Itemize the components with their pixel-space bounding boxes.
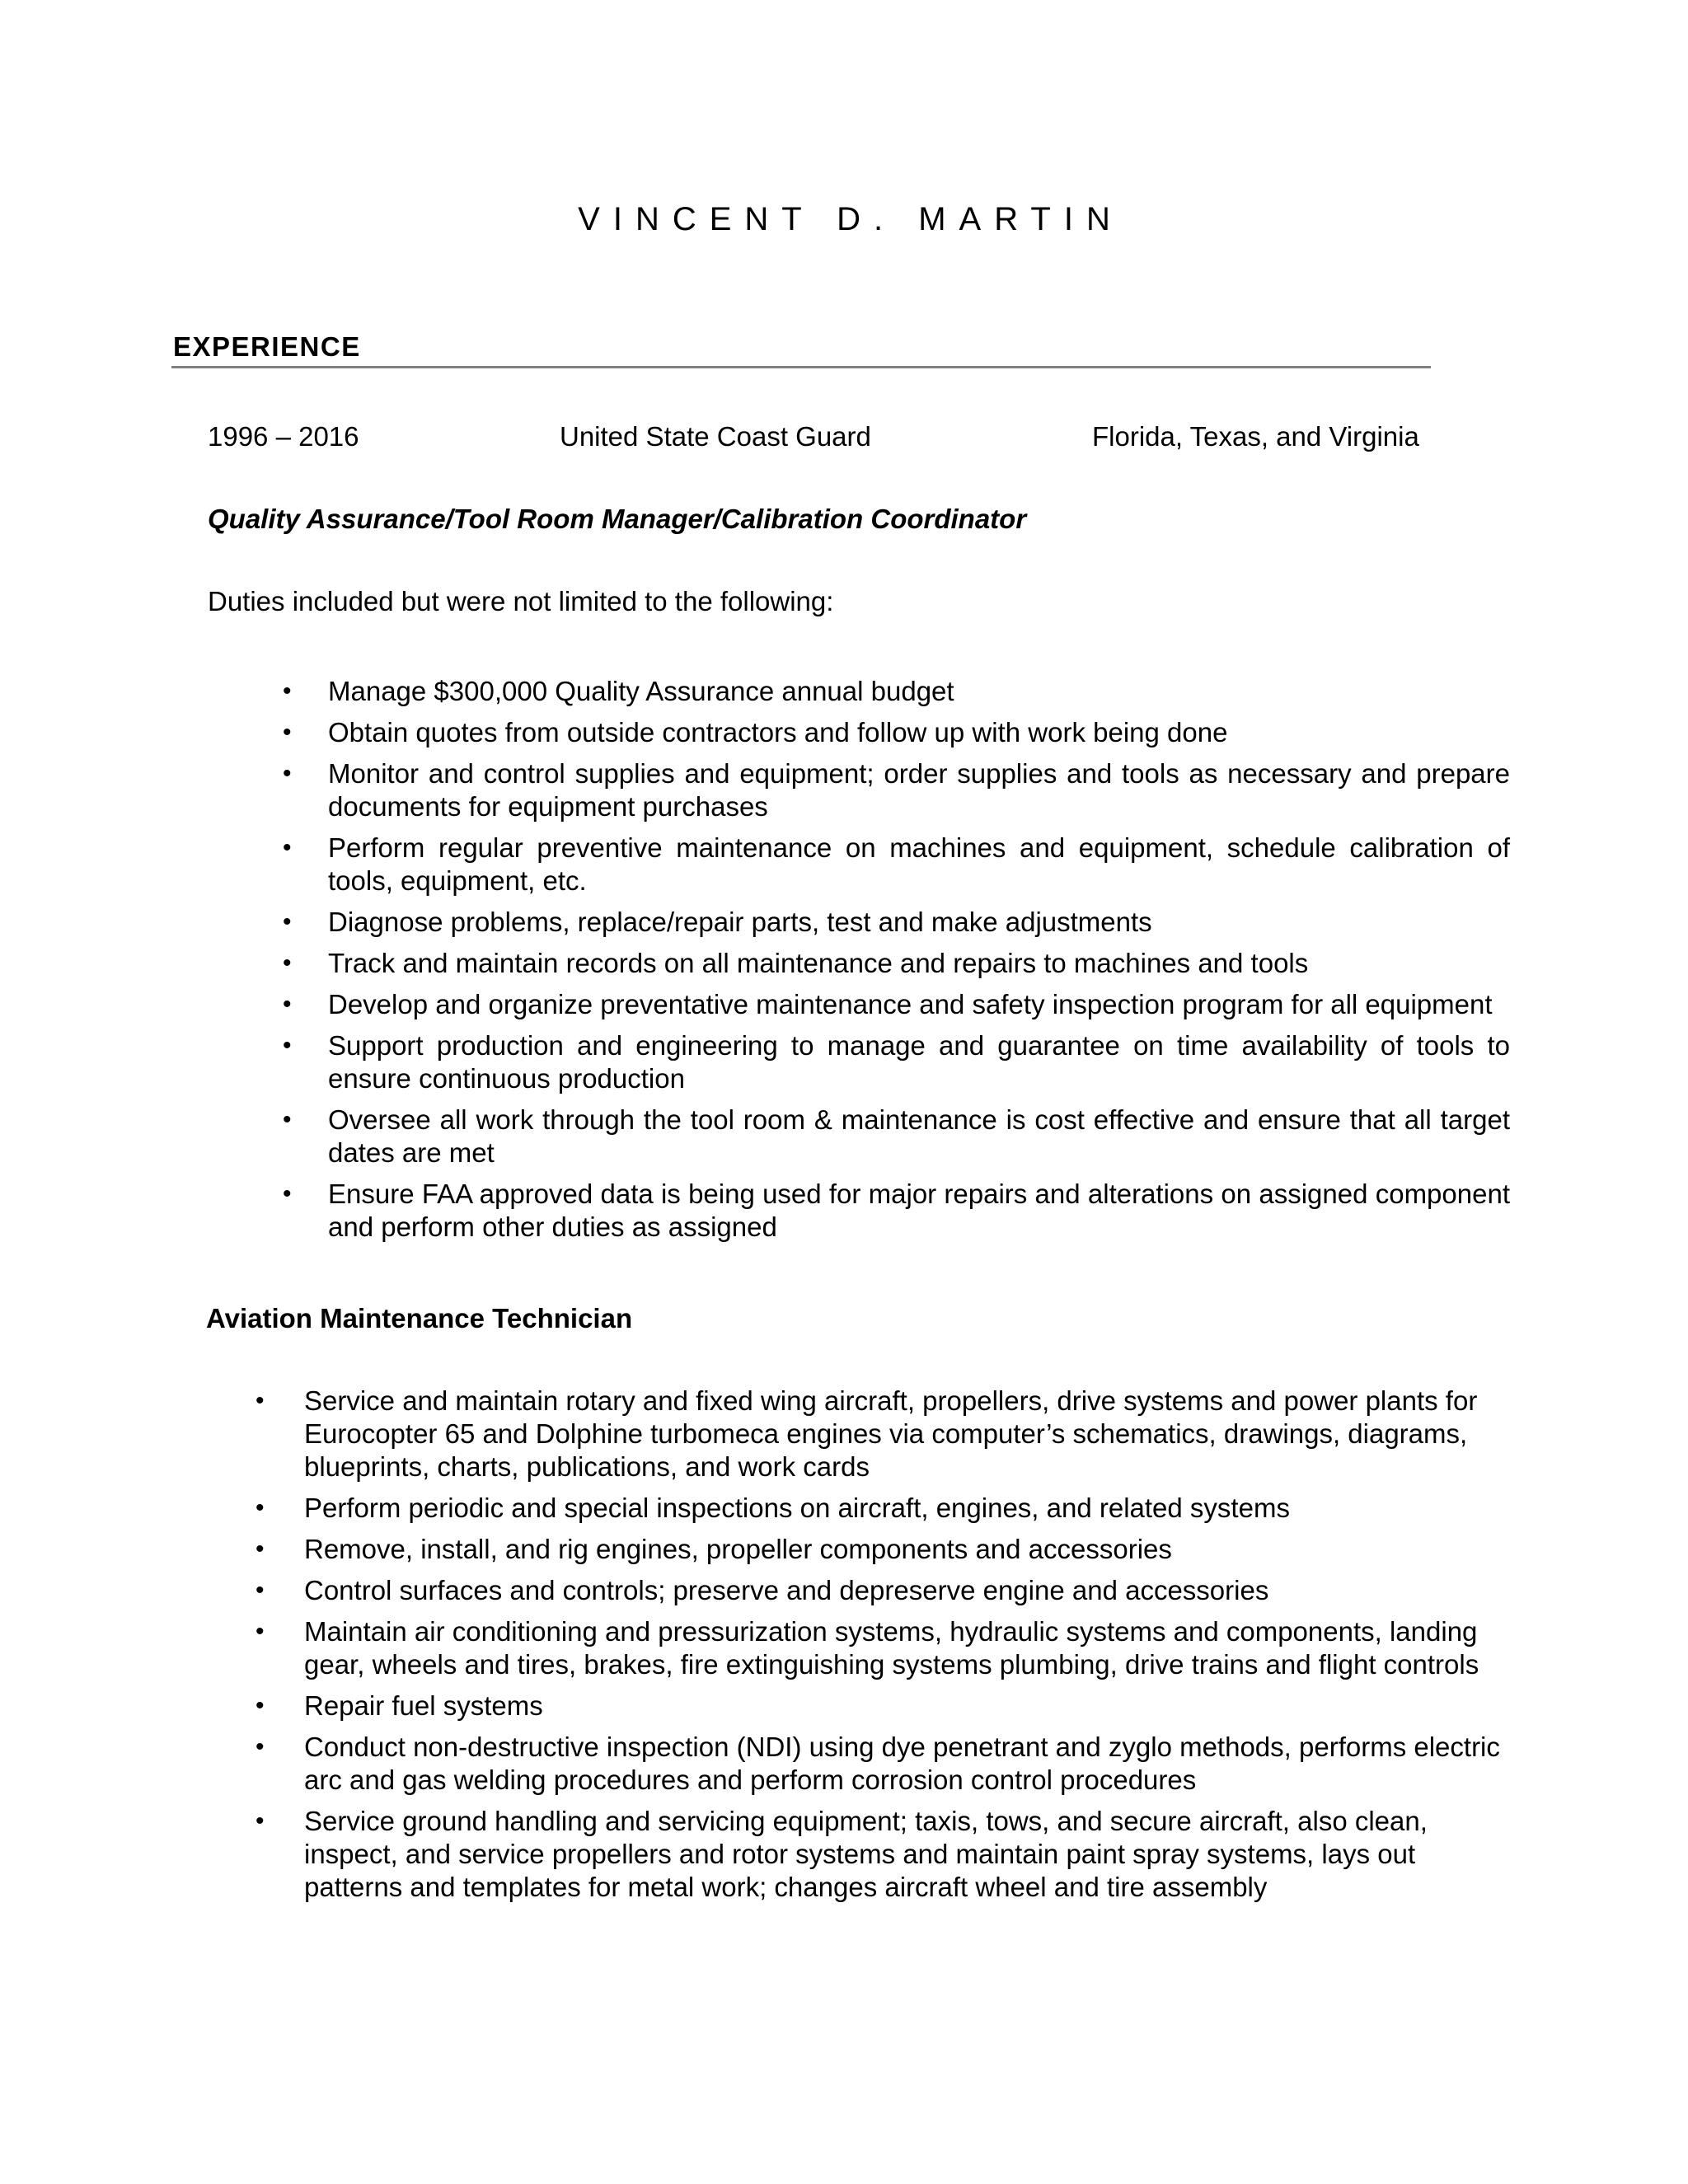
list-item: • Perform regular preventive maintenance on machines and equipment, schedule calibration of tools, equipment, etc. [328, 832, 1510, 898]
list-item: • Control surfaces and controls; preserve and depreserve engine and accessories [304, 1574, 1510, 1607]
experience-heading: EXPERIENCE [173, 331, 361, 362]
list-item: • Monitor and control supplies and equipment; order supplies and tools as necessary and prepare documents for equipment purchases [328, 757, 1510, 823]
list-item: • Perform periodic and special inspections on aircraft, engines, and related systems [304, 1492, 1510, 1525]
list-item: • Develop and organize preventative maintenance and safety inspection program for all equipment [328, 988, 1510, 1021]
list-item: • Diagnose problems, replace/repair parts, test and make adjustments [328, 906, 1510, 939]
duties-intro: Duties included but were not limited to the following: [208, 586, 834, 616]
list-item: • Manage $300,000 Quality Assurance annual budget [328, 675, 1510, 708]
duties-list-quality-assurance [328, 675, 1510, 1252]
list-item: • Remove, install, and rig engines, propeller components and accessories [304, 1533, 1510, 1566]
list-item: • Repair fuel systems [304, 1690, 1510, 1722]
job-employer: United State Coast Guard [560, 421, 871, 452]
duties-list-aviation-technician [304, 1385, 1510, 1912]
list-item: • Obtain quotes from outside contractors and follow up with work being done [328, 716, 1510, 749]
list-item: • Conduct non-destructive inspection (NDI) using dye penetrant and zyglo methods, performs electric arc and gas welding procedures and perform corrosion control procedures [304, 1731, 1510, 1797]
list-item: • Maintain air conditioning and pressurization systems, hydraulic systems and components, landing gear, wheels and tires, brakes, fire extinguishing systems plumbing, drive trains and flight controls [304, 1615, 1510, 1681]
candidate-name: VINCENT D. MARTIN [578, 201, 1123, 237]
list-item: • Ensure FAA approved data is being used for major repairs and alterations on assigned component and perform other duties as assigned [328, 1178, 1510, 1244]
list-item: • Oversee all work through the tool room & maintenance is cost effective and ensure that all target dates are met [328, 1104, 1510, 1169]
role-title-quality-assurance: Quality Assurance/Tool Room Manager/Calibration Coordinator [208, 504, 1027, 534]
list-item: • Support production and engineering to manage and guarantee on time availability of tools to ensure continuous production [328, 1029, 1510, 1095]
job-dates: 1996 – 2016 [208, 421, 359, 452]
section-divider [171, 366, 1431, 368]
job-location: Florida, Texas, and Virginia [1092, 421, 1419, 452]
list-item: • Service and maintain rotary and fixed wing aircraft, propellers, drive systems and power plants for Eurocopter 65 and Dolphine turbomeca engines via computer’s schematics, drawings, diagrams, blueprints, charts, publications, and work cards [304, 1385, 1510, 1483]
role-title-aviation-technician: Aviation Maintenance Technician [206, 1303, 633, 1333]
list-item: • Track and maintain records on all maintenance and repairs to machines and tools [328, 947, 1510, 980]
list-item: • Service ground handling and servicing equipment; taxis, tows, and secure aircraft, also clean, inspect, and service propellers and rotor systems and maintain paint spray systems, lays out patterns and templates for metal work; changes aircraft wheel and tire assembly [304, 1805, 1510, 1904]
